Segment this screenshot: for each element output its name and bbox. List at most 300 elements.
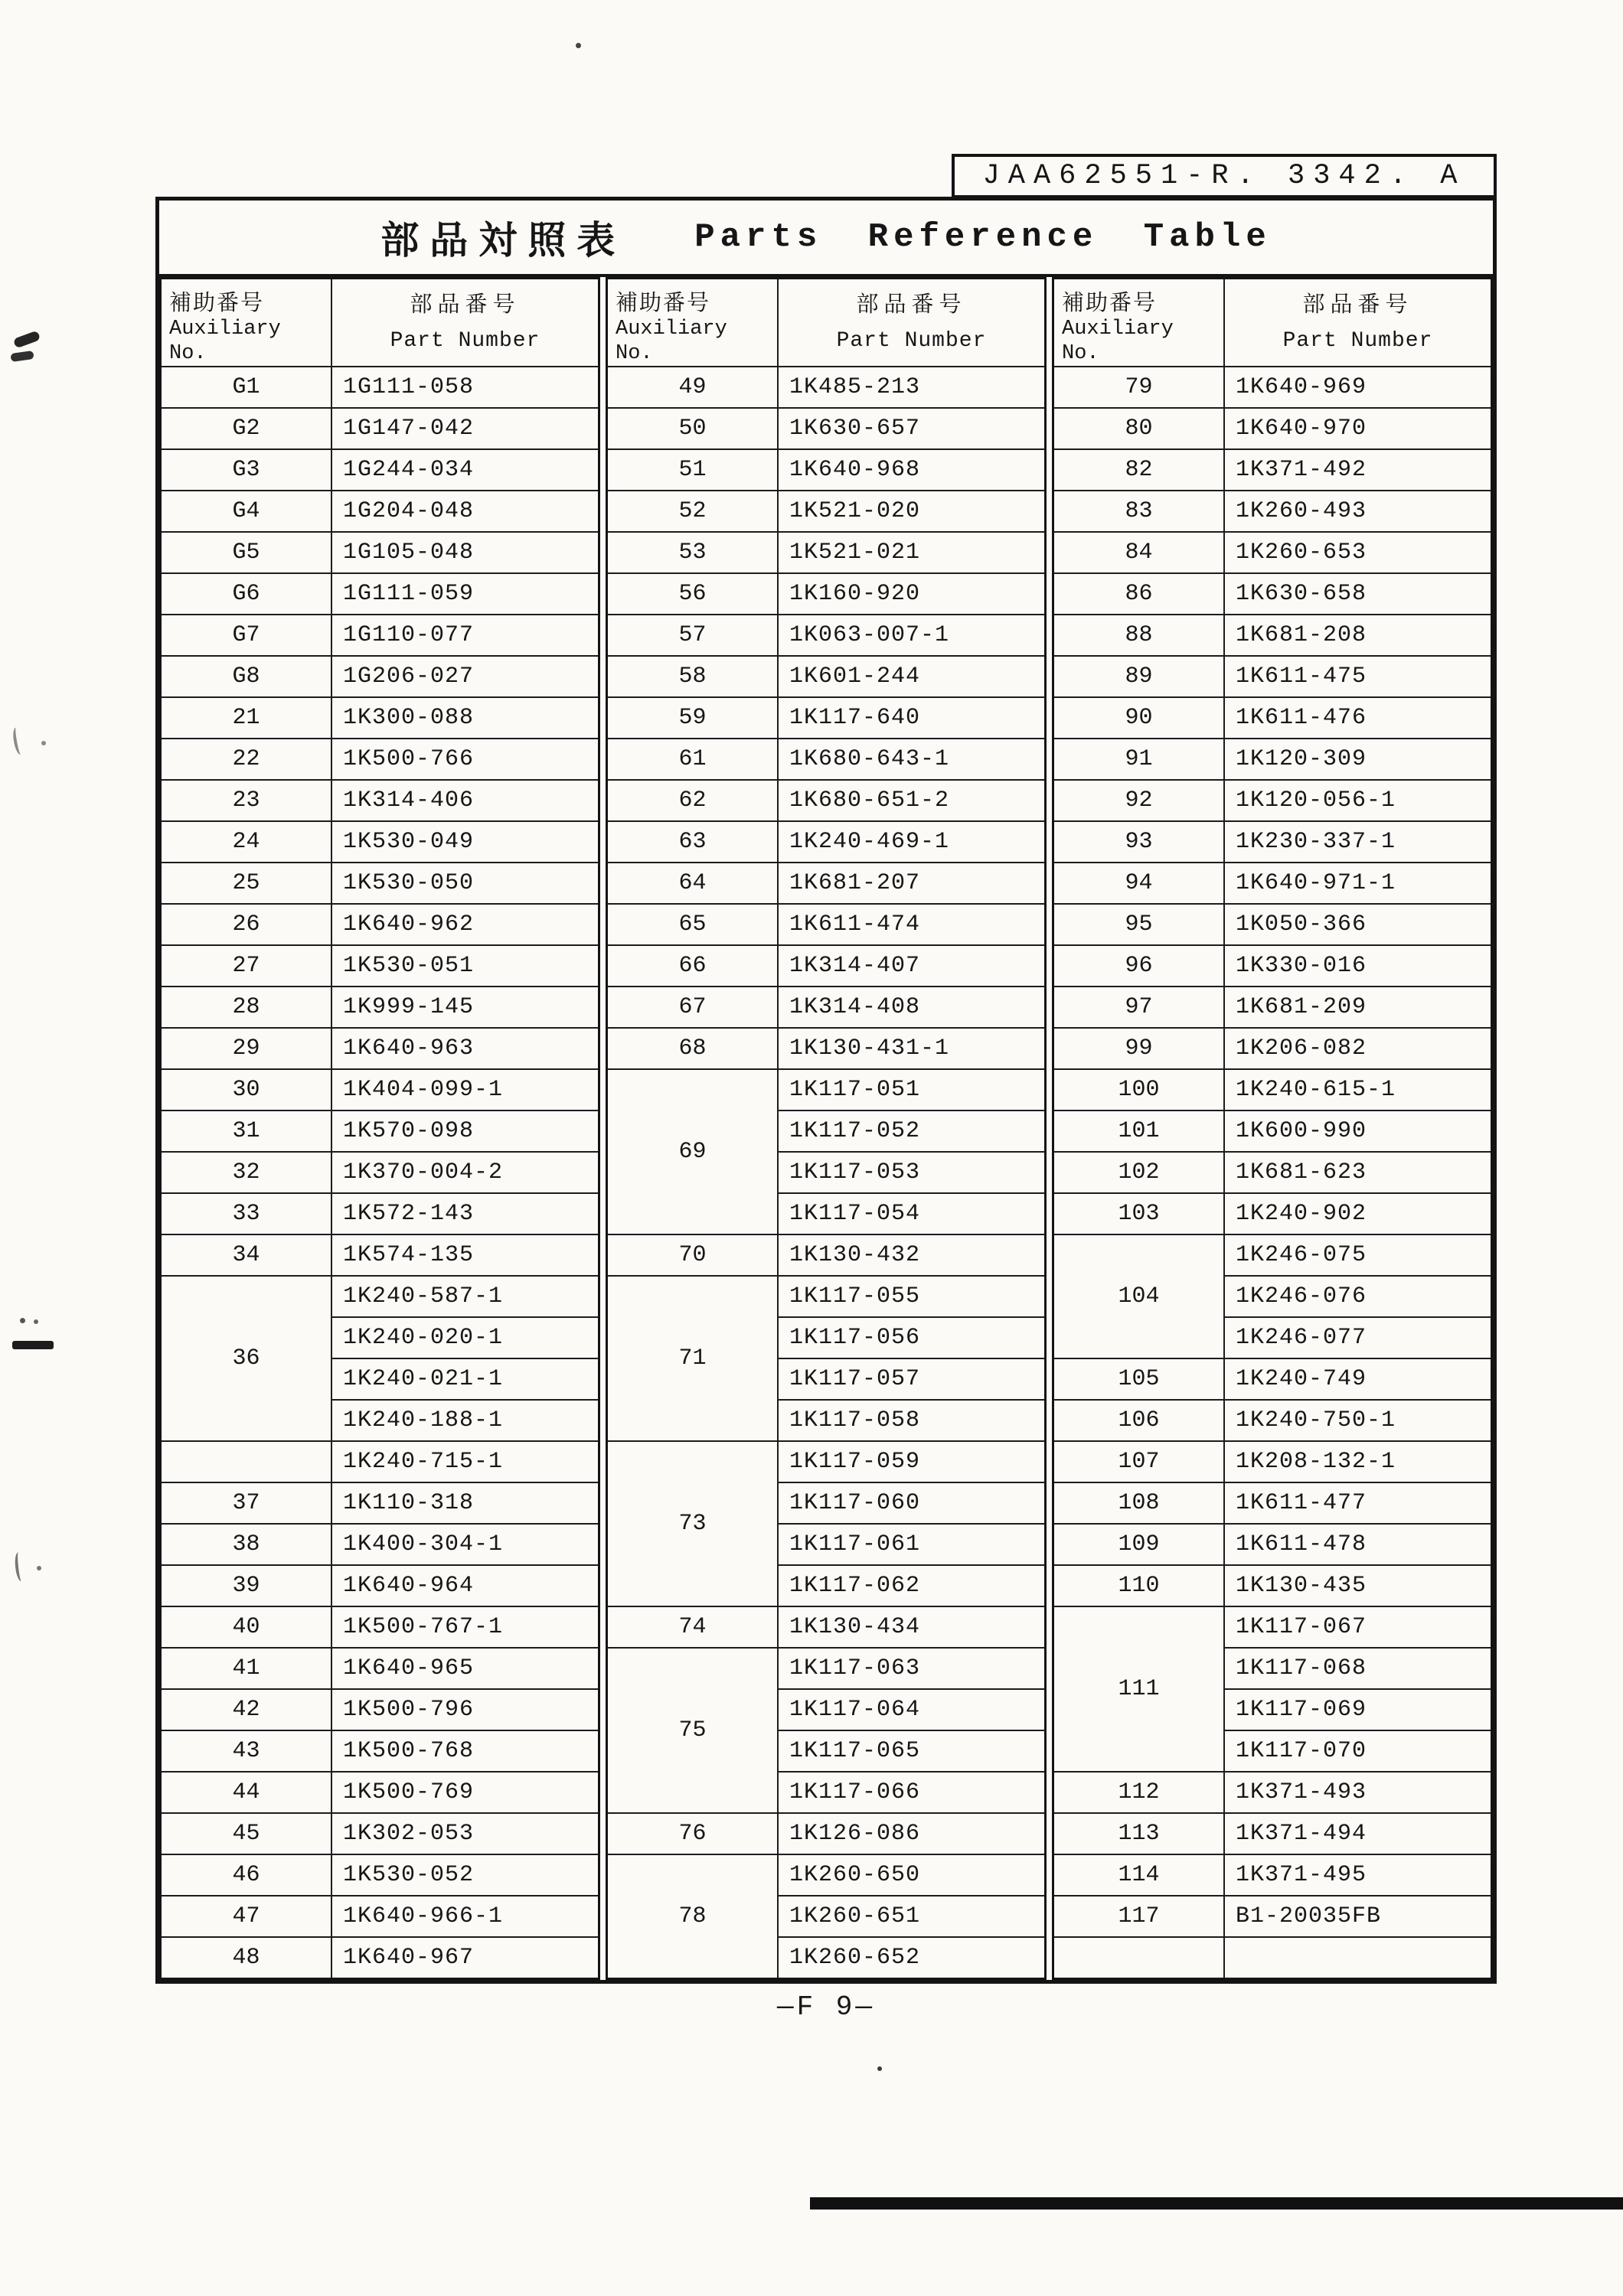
part-number-cell: 1K640-971-1 [1224, 863, 1492, 904]
auxiliary-no-cell: 40 [161, 1606, 331, 1648]
table-row [1053, 1813, 1492, 1854]
table-row [161, 945, 599, 987]
table-row [607, 1069, 1046, 1110]
auxiliary-no-cell: 56 [607, 573, 778, 615]
table-row [1053, 615, 1492, 656]
part-number-cell: 1K126-086 [778, 1813, 1046, 1854]
auxiliary-no-cell: 103 [1053, 1193, 1224, 1234]
part-number-cell: 1K570-098 [331, 1110, 599, 1152]
auxiliary-no-cell: 106 [1053, 1400, 1224, 1441]
header-row [607, 279, 1046, 367]
part-number-cell: 1K572-143 [331, 1193, 599, 1234]
part-number-cell: 1K371-492 [1224, 449, 1492, 491]
part-number-cell: 1K521-020 [778, 491, 1046, 532]
table-row [161, 987, 599, 1028]
auxiliary-no-cell: 63 [607, 821, 778, 863]
auxiliary-no-cell: 53 [607, 532, 778, 573]
scan-artifact [576, 43, 581, 48]
scan-artifact [41, 741, 46, 745]
auxiliary-no-cell: G1 [161, 367, 331, 408]
table-row [1053, 863, 1492, 904]
auxiliary-no-cell: 94 [1053, 863, 1224, 904]
table-row [161, 1854, 599, 1896]
part-number-cell: 1K246-075 [1224, 1234, 1492, 1276]
auxiliary-no-cell: 75 [607, 1648, 778, 1813]
table-row [1053, 367, 1492, 408]
auxiliary-no-header-en2: No. [1062, 342, 1099, 365]
auxiliary-no-cell: G8 [161, 656, 331, 697]
auxiliary-no-cell: 33 [161, 1193, 331, 1234]
auxiliary-no-cell: 69 [607, 1069, 778, 1234]
auxiliary-no-cell: 101 [1053, 1110, 1224, 1152]
table-row [1053, 945, 1492, 987]
part-number-cell: 1K117-061 [778, 1524, 1046, 1565]
auxiliary-no-cell: 52 [607, 491, 778, 532]
auxiliary-no-cell: 86 [1053, 573, 1224, 615]
scan-artifact [13, 331, 41, 349]
document-number: JAA62551-R. 3342. A [982, 160, 1466, 192]
part-number-cell: 1K640-962 [331, 904, 599, 945]
auxiliary-no-header-ja: 補助番号 [616, 289, 711, 315]
part-number-cell: 1K314-408 [778, 987, 1046, 1028]
part-number-header-ja: 部品番号 [410, 291, 521, 317]
auxiliary-no-cell: 59 [607, 697, 778, 739]
part-number-cell: 1G204-048 [331, 491, 599, 532]
auxiliary-no-cell: 25 [161, 863, 331, 904]
auxiliary-no-cell: 65 [607, 904, 778, 945]
part-number-cell: 1K999-145 [331, 987, 599, 1028]
part-number-cell: 1K240-750-1 [1224, 1400, 1492, 1441]
table-row [1053, 449, 1492, 491]
auxiliary-no-cell: 27 [161, 945, 331, 987]
table-row [607, 1276, 1046, 1317]
table-row [1053, 739, 1492, 780]
part-number-cell: 1K574-135 [331, 1234, 599, 1276]
table-row [161, 1441, 599, 1482]
header-row [161, 279, 599, 367]
part-number-cell: 1K370-004-2 [331, 1152, 599, 1193]
part-number-cell: 1K117-052 [778, 1110, 1046, 1152]
scan-artifact [877, 2066, 882, 2071]
table-row [1053, 1482, 1492, 1524]
auxiliary-no-cell: 42 [161, 1689, 331, 1730]
auxiliary-no-cell: G6 [161, 573, 331, 615]
table-row [1053, 821, 1492, 863]
table-row [607, 367, 1046, 408]
part-number-cell: 1K230-337-1 [1224, 821, 1492, 863]
auxiliary-no-cell: 43 [161, 1730, 331, 1772]
part-number-cell: 1K630-657 [778, 408, 1046, 449]
auxiliary-no-cell: 67 [607, 987, 778, 1028]
part-number-cell: 1K601-244 [778, 656, 1046, 697]
auxiliary-no-cell: 88 [1053, 615, 1224, 656]
table-row [1053, 532, 1492, 573]
part-number-cell: 1K117-051 [778, 1069, 1046, 1110]
auxiliary-no-header-en2: No. [616, 342, 653, 365]
table-row [161, 656, 599, 697]
part-number-cell: 1K240-715-1 [331, 1441, 599, 1482]
part-number-cell: 1K117-068 [1224, 1648, 1492, 1689]
auxiliary-no-cell: 26 [161, 904, 331, 945]
auxiliary-no-cell: 23 [161, 780, 331, 821]
part-number-cell: 1K680-643-1 [778, 739, 1046, 780]
auxiliary-no-cell: 58 [607, 656, 778, 697]
part-number-cell: 1K681-208 [1224, 615, 1492, 656]
part-number-cell: 1K117-640 [778, 697, 1046, 739]
table-title [159, 201, 1493, 277]
part-number-cell: 1K117-063 [778, 1648, 1046, 1689]
table-row [1053, 1937, 1492, 1978]
auxiliary-no-header-en1: Auxiliary [1062, 318, 1174, 341]
auxiliary-no-cell: 73 [607, 1441, 778, 1606]
part-number-cell: 1K120-309 [1224, 739, 1492, 780]
part-number-header [1224, 279, 1492, 367]
part-number-cell: 1K611-477 [1224, 1482, 1492, 1524]
part-number-cell: 1K117-053 [778, 1152, 1046, 1193]
table-row [161, 1606, 599, 1648]
part-number-cell: 1K117-058 [778, 1400, 1046, 1441]
table-row [1053, 697, 1492, 739]
part-number-cell: 1K314-406 [331, 780, 599, 821]
table-row [161, 1937, 599, 1978]
part-number-cell: 1K117-070 [1224, 1730, 1492, 1772]
auxiliary-no-cell: 84 [1053, 532, 1224, 573]
auxiliary-no-cell: 113 [1053, 1813, 1224, 1854]
parts-reference-table [155, 197, 1497, 1984]
part-number-cell: 1K530-052 [331, 1854, 599, 1896]
part-number-cell: 1K260-650 [778, 1854, 1046, 1896]
part-number-header [331, 279, 599, 367]
part-number-cell: 1K117-065 [778, 1730, 1046, 1772]
table-row [607, 697, 1046, 739]
table-row [161, 1069, 599, 1110]
part-number-cell: 1K640-969 [1224, 367, 1492, 408]
part-number-cell: 1K117-059 [778, 1441, 1046, 1482]
table-row [161, 1234, 599, 1276]
auxiliary-no-cell: 74 [607, 1606, 778, 1648]
table-row [607, 904, 1046, 945]
table-row [1053, 1565, 1492, 1606]
auxiliary-no-cell: 28 [161, 987, 331, 1028]
table-row [607, 1648, 1046, 1689]
part-number-cell: 1K260-652 [778, 1937, 1046, 1978]
table-row [161, 697, 599, 739]
part-number-cell: 1K640-965 [331, 1648, 599, 1689]
auxiliary-no-header-en2: No. [169, 342, 207, 365]
table-row [161, 1276, 599, 1317]
auxiliary-no-cell: 50 [607, 408, 778, 449]
auxiliary-no-cell: 22 [161, 739, 331, 780]
part-number-cell: 1K314-407 [778, 945, 1046, 987]
auxiliary-no-cell: 32 [161, 1152, 331, 1193]
part-number-cell: 1K640-966-1 [331, 1896, 599, 1937]
part-number-cell: 1K300-088 [331, 697, 599, 739]
part-number-cell: 1K640-964 [331, 1565, 599, 1606]
scan-artifact-bar [810, 2197, 1623, 2210]
part-number-cell: 1K400-304-1 [331, 1524, 599, 1565]
auxiliary-no-header-en1: Auxiliary [169, 318, 281, 341]
part-number-cell: 1K130-435 [1224, 1565, 1492, 1606]
auxiliary-no-cell: 82 [1053, 449, 1224, 491]
table-row [161, 1028, 599, 1069]
table-row [607, 739, 1046, 780]
table-row [607, 1028, 1046, 1069]
part-number-cell: 1K611-475 [1224, 656, 1492, 697]
part-number-cell: 1K371-494 [1224, 1813, 1492, 1854]
table-row [607, 408, 1046, 449]
table-row [1053, 987, 1492, 1028]
auxiliary-no-cell [161, 1441, 331, 1482]
part-number-cell: 1K600-990 [1224, 1110, 1492, 1152]
scan-artifact [12, 1341, 54, 1349]
auxiliary-no-header-ja: 補助番号 [1062, 289, 1158, 315]
part-number-cell: 1K246-077 [1224, 1317, 1492, 1358]
part-number-cell: 1K208-132-1 [1224, 1441, 1492, 1482]
table-row [1053, 1069, 1492, 1110]
table-row [161, 1565, 599, 1606]
table-row [161, 1896, 599, 1937]
part-number-cell: 1K117-067 [1224, 1606, 1492, 1648]
auxiliary-no-cell: 110 [1053, 1565, 1224, 1606]
part-number-cell: 1K611-476 [1224, 697, 1492, 739]
table-row [1053, 1152, 1492, 1193]
auxiliary-no-cell: 95 [1053, 904, 1224, 945]
table-grid [159, 277, 1493, 1980]
part-number-cell: 1K330-016 [1224, 945, 1492, 987]
auxiliary-no-cell: 51 [607, 449, 778, 491]
auxiliary-no-cell: 46 [161, 1854, 331, 1896]
part-number-cell: 1K240-020-1 [331, 1317, 599, 1358]
auxiliary-no-cell: 104 [1053, 1234, 1224, 1358]
table-row [161, 449, 599, 491]
auxiliary-no-cell: 47 [161, 1896, 331, 1937]
scan-artifact [10, 351, 34, 362]
table-row [161, 1813, 599, 1854]
part-number-cell: 1K681-623 [1224, 1152, 1492, 1193]
auxiliary-no-header [1053, 279, 1224, 367]
auxiliary-no-cell: 78 [607, 1854, 778, 1978]
table-row [161, 1648, 599, 1689]
auxiliary-no-cell: 114 [1053, 1854, 1224, 1896]
part-number-header [778, 279, 1046, 367]
part-number-cell: 1K130-431-1 [778, 1028, 1046, 1069]
part-number-cell: 1K117-060 [778, 1482, 1046, 1524]
part-number-header-ja: 部品番号 [856, 291, 967, 317]
auxiliary-no-header [607, 279, 778, 367]
part-number-cell: 1K130-432 [778, 1234, 1046, 1276]
table-row [161, 904, 599, 945]
table-row [1053, 1896, 1492, 1937]
auxiliary-no-cell: 45 [161, 1813, 331, 1854]
part-number-cell: 1K050-366 [1224, 904, 1492, 945]
part-number-cell: 1K611-474 [778, 904, 1046, 945]
table-row [161, 863, 599, 904]
auxiliary-no-cell: 71 [607, 1276, 778, 1441]
auxiliary-no-cell: 36 [161, 1276, 331, 1441]
part-number-cell: 1G206-027 [331, 656, 599, 697]
scan-artifact [11, 726, 27, 755]
table-row [607, 987, 1046, 1028]
auxiliary-no-cell: 37 [161, 1482, 331, 1524]
table-row [1053, 1524, 1492, 1565]
part-number-cell: 1K404-099-1 [331, 1069, 599, 1110]
part-number-cell: 1K640-963 [331, 1028, 599, 1069]
scan-artifact [14, 1551, 28, 1581]
auxiliary-no-cell: 21 [161, 697, 331, 739]
part-number-cell: 1K117-054 [778, 1193, 1046, 1234]
table-row [1053, 408, 1492, 449]
part-number-cell: 1K371-493 [1224, 1772, 1492, 1813]
part-number-cell: 1K521-021 [778, 532, 1046, 573]
auxiliary-no-cell: 89 [1053, 656, 1224, 697]
part-number-cell: 1G110-077 [331, 615, 599, 656]
auxiliary-no-cell: 105 [1053, 1358, 1224, 1400]
auxiliary-no-header-en1: Auxiliary [616, 318, 727, 341]
document-number-box [952, 154, 1497, 198]
part-number-cell: 1K500-768 [331, 1730, 599, 1772]
table-row [161, 821, 599, 863]
part-number-cell [1224, 1937, 1492, 1978]
table-row [161, 1482, 599, 1524]
auxiliary-no-cell: G2 [161, 408, 331, 449]
table-row [1053, 1110, 1492, 1152]
table-row [607, 1234, 1046, 1276]
table-row [161, 532, 599, 573]
auxiliary-no-cell: 44 [161, 1772, 331, 1813]
auxiliary-no-cell: 96 [1053, 945, 1224, 987]
part-number-cell: 1K611-478 [1224, 1524, 1492, 1565]
part-number-header-en: Part Number [1282, 329, 1433, 353]
part-number-cell: 1K640-967 [331, 1937, 599, 1978]
part-number-cell: 1K371-495 [1224, 1854, 1492, 1896]
part-number-cell: 1G244-034 [331, 449, 599, 491]
auxiliary-no-cell: 39 [161, 1565, 331, 1606]
auxiliary-no-cell: 29 [161, 1028, 331, 1069]
auxiliary-no-cell: 83 [1053, 491, 1224, 532]
table-title-english: Parts Reference Table [694, 218, 1272, 256]
part-number-cell: 1K117-055 [778, 1276, 1046, 1317]
table-row [1053, 1193, 1492, 1234]
part-number-cell: 1K640-968 [778, 449, 1046, 491]
part-number-cell: B1-20035FB [1224, 1896, 1492, 1937]
table-row [607, 780, 1046, 821]
page-number: —F 9— [776, 1991, 876, 2023]
auxiliary-no-cell: 109 [1053, 1524, 1224, 1565]
auxiliary-no-cell: 57 [607, 615, 778, 656]
table-row [607, 615, 1046, 656]
auxiliary-no-cell: 30 [161, 1069, 331, 1110]
auxiliary-no-cell: G3 [161, 449, 331, 491]
table-row [607, 1441, 1046, 1482]
table-row [607, 821, 1046, 863]
part-number-header-ja: 部品番号 [1302, 291, 1413, 317]
auxiliary-no-cell: 100 [1053, 1069, 1224, 1110]
part-number-cell: 1K500-769 [331, 1772, 599, 1813]
part-number-cell: 1K530-049 [331, 821, 599, 863]
table-row [1053, 1358, 1492, 1400]
parts-table-column-3 [1052, 277, 1493, 1980]
table-row [161, 1110, 599, 1152]
auxiliary-no-cell: 24 [161, 821, 331, 863]
part-number-cell: 1K117-069 [1224, 1689, 1492, 1730]
auxiliary-no-cell: 79 [1053, 367, 1224, 408]
part-number-cell: 1K160-920 [778, 573, 1046, 615]
auxiliary-no-cell: 102 [1053, 1152, 1224, 1193]
part-number-cell: 1K117-056 [778, 1317, 1046, 1358]
auxiliary-no-cell: 117 [1053, 1896, 1224, 1937]
part-number-header-en: Part Number [836, 329, 987, 353]
auxiliary-no-cell: 68 [607, 1028, 778, 1069]
auxiliary-no-cell: 41 [161, 1648, 331, 1689]
part-number-cell: 1K681-209 [1224, 987, 1492, 1028]
part-number-cell: 1K640-970 [1224, 408, 1492, 449]
table-row [607, 449, 1046, 491]
part-number-cell: 1G111-059 [331, 573, 599, 615]
part-number-cell: 1K240-021-1 [331, 1358, 599, 1400]
table-row [607, 1813, 1046, 1854]
auxiliary-no-cell: 92 [1053, 780, 1224, 821]
table-row [161, 1689, 599, 1730]
part-number-header-en: Part Number [390, 329, 540, 353]
table-row [161, 1772, 599, 1813]
part-number-cell: 1K110-318 [331, 1482, 599, 1524]
table-row [607, 656, 1046, 697]
table-row [1053, 1028, 1492, 1069]
parts-table-column-2 [606, 277, 1047, 1980]
table-row [1053, 1854, 1492, 1896]
auxiliary-no-header-ja: 補助番号 [169, 289, 265, 315]
part-number-cell: 1K485-213 [778, 367, 1046, 408]
part-number-cell: 1K260-493 [1224, 491, 1492, 532]
table-row [161, 408, 599, 449]
auxiliary-no-cell: 70 [607, 1234, 778, 1276]
auxiliary-no-cell: 111 [1053, 1606, 1224, 1772]
table-row [161, 1730, 599, 1772]
auxiliary-no-cell: G5 [161, 532, 331, 573]
table-row [161, 1193, 599, 1234]
table-row [607, 573, 1046, 615]
part-number-cell: 1G111-058 [331, 367, 599, 408]
part-number-cell: 1K681-207 [778, 863, 1046, 904]
part-number-cell: 1K117-062 [778, 1565, 1046, 1606]
table-row [1053, 1772, 1492, 1813]
table-row [161, 615, 599, 656]
table-row [161, 367, 599, 408]
part-number-cell: 1K120-056-1 [1224, 780, 1492, 821]
auxiliary-no-cell: 76 [607, 1813, 778, 1854]
table-row [1053, 573, 1492, 615]
part-number-cell: 1K206-082 [1224, 1028, 1492, 1069]
part-number-cell: 1K500-767-1 [331, 1606, 599, 1648]
table-row [1053, 1441, 1492, 1482]
table-row [1053, 904, 1492, 945]
part-number-cell: 1K117-066 [778, 1772, 1046, 1813]
table-row [1053, 491, 1492, 532]
auxiliary-no-cell: 49 [607, 367, 778, 408]
auxiliary-no-cell: 38 [161, 1524, 331, 1565]
auxiliary-no-cell: 108 [1053, 1482, 1224, 1524]
auxiliary-no-cell: G7 [161, 615, 331, 656]
header-row [1053, 279, 1492, 367]
part-number-cell: 1K117-057 [778, 1358, 1046, 1400]
part-number-cell: 1K680-651-2 [778, 780, 1046, 821]
table-row [607, 1854, 1046, 1896]
table-row [607, 945, 1046, 987]
table-row [607, 1606, 1046, 1648]
table-row [607, 532, 1046, 573]
part-number-cell: 1G105-048 [331, 532, 599, 573]
table-row [161, 491, 599, 532]
